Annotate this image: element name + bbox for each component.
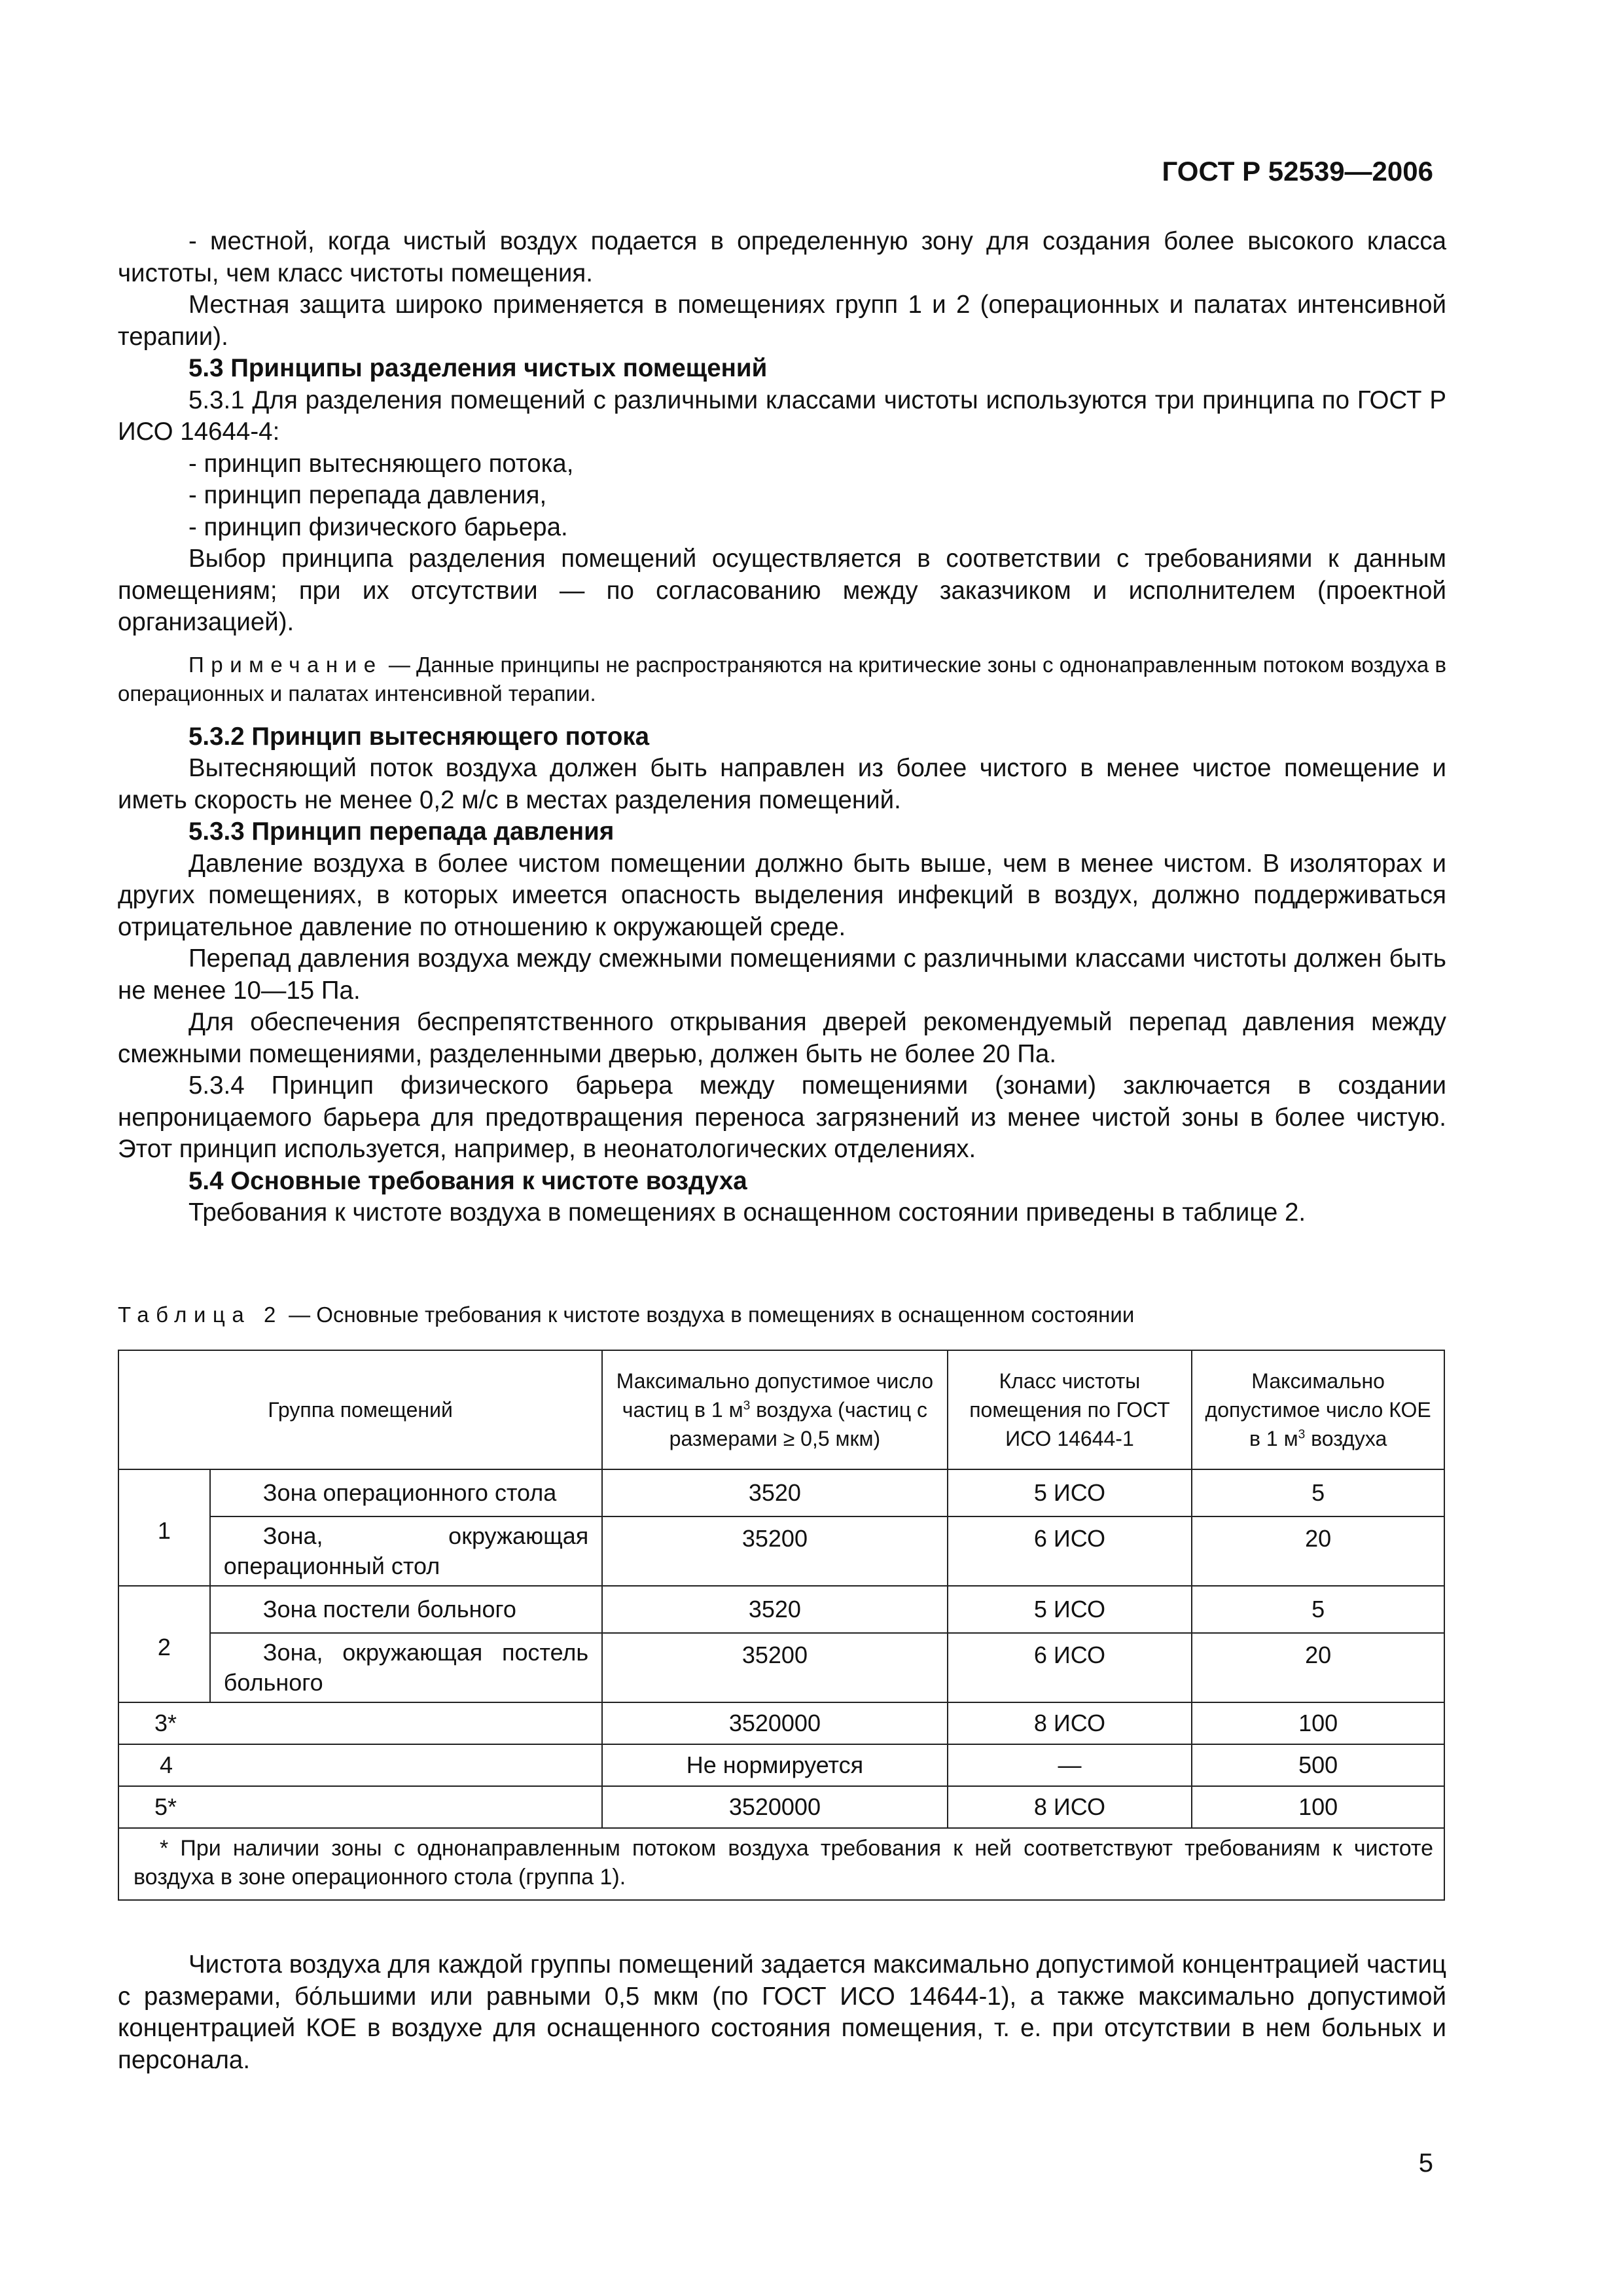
paragraph: 5.3.4 Принцип физического барьера между помещениями (зонами) заключается в создании непроницаемого барьера для предотвращения переноса загрязнений из менее чистой зоны в более чистую. Этот принцип используется, например, в неонатологических отделениях.	[118, 1071, 1446, 1163]
class-cell: 6 ИСО	[948, 1516, 1192, 1586]
zone-cell: Зона операционного стола	[210, 1469, 602, 1516]
cfu-cell: 100	[1192, 1786, 1444, 1828]
cfu-cell: 5	[1192, 1469, 1444, 1516]
note	[118, 651, 1446, 708]
table-footnote: * При наличии зоны с однонаправленным потоком воздуха требования к ней соответствуют требованиям к чистоте воздуха в зоне операционного стола (группа 1).	[118, 1828, 1444, 1900]
list-item: - принцип физического барьера.	[188, 512, 568, 541]
particles-cell: 3520	[602, 1469, 947, 1516]
zone-cell: Зона, окружающая операционный стол	[210, 1516, 602, 1586]
header-particles: Максимально допустимое число частиц в 1 $м^3$ воздуха (частиц с размерами ≥ 0,5 мкм)	[602, 1350, 947, 1469]
table-row	[118, 1516, 1444, 1586]
table-row	[118, 1786, 1444, 1828]
class-cell: 5 ИСО	[948, 1469, 1192, 1516]
particles-cell: Не нормируется	[602, 1744, 947, 1786]
class-cell: 8 ИСО	[948, 1702, 1192, 1744]
particles-cell: 3520	[602, 1586, 947, 1633]
paragraph: Местная защита широко применяется в помещениях групп 1 и 2 (операционных и палатах интенсивной терапии).	[118, 291, 1446, 351]
table-footnote-row	[118, 1828, 1444, 1900]
closing-paragraph: Чистота воздуха для каждой группы помещений задается максимально допустимой концентрацией частиц с размерами, бо́льшими или равными 0,5 мкм (по ГОСТ ИСО 14644-1), а также максимально допустимой концентрацией КОЕ в воздухе для оснащенного состояния помещения, т. е. при отсутствии в нем больных и персонала.	[118, 1950, 1446, 2074]
class-cell: 8 ИСО	[948, 1786, 1192, 1828]
header-class: Класс чистоты помещения по ГОСТ ИСО 14644-1	[948, 1350, 1192, 1469]
table-row	[118, 1702, 1444, 1744]
page-number: 5	[1418, 2149, 1433, 2178]
group-cell: 1	[118, 1469, 210, 1586]
paragraph: Требования к чистоте воздуха в помещениях в оснащенном состоянии приведены в таблице 2.	[188, 1198, 1306, 1227]
cfu-cell: 100	[1192, 1702, 1444, 1744]
table-header-row	[118, 1350, 1444, 1469]
paragraph: Для обеспечения беспрепятственного открывания дверей рекомендуемый перепад давления между смежными помещениями, разделенными дверью, должен быть не более 20 Па.	[118, 1008, 1446, 1068]
paragraph: - местной, когда чистый воздух подается в определенную зону для создания более высокого класса чистоты, чем класс чистоты помещения.	[118, 227, 1446, 287]
section-heading: 5.3.2 Принцип вытесняющего потока	[188, 722, 650, 751]
table-caption	[118, 1302, 1134, 1327]
table-row	[118, 1469, 1444, 1516]
section-heading: 5.3 Принципы разделения чистых помещений	[188, 354, 768, 382]
document-code: ГОСТ Р 52539—2006	[1162, 156, 1433, 187]
zone-cell: Зона постели больного	[210, 1586, 602, 1633]
cfu-cell: 20	[1192, 1633, 1444, 1702]
paragraph: 5.3.1 Для разделения помещений с различными классами чистоты используются три принципа по ГОСТ Р ИСО 14644-4:	[118, 386, 1446, 446]
requirements-table	[118, 1350, 1445, 1901]
table-row	[118, 1586, 1444, 1633]
note-text: — Данные принципы не распространяются на критические зоны с однонаправленным потоком воздуха в операционных и палатах интенсивной терапии.	[118, 652, 1446, 706]
group-cell: 3*	[118, 1702, 602, 1744]
table-row	[118, 1633, 1444, 1702]
header-group: Группа помещений	[118, 1350, 602, 1469]
cfu-cell: 20	[1192, 1516, 1444, 1586]
list-item: - принцип перепада давления,	[188, 481, 547, 509]
paragraph: Вытесняющий поток воздуха должен быть направлен из более чистого в менее чистое помещение и иметь скорость не менее 0,2 м/с в местах разделения помещений.	[118, 754, 1446, 814]
group-cell: 4	[118, 1744, 602, 1786]
table-caption-text: — Основные требования к чистоте воздуха в помещениях в оснащенном состоянии	[282, 1302, 1135, 1327]
table-row	[118, 1744, 1444, 1786]
list-item: - принцип вытесняющего потока,	[188, 449, 574, 478]
cfu-cell: 500	[1192, 1744, 1444, 1786]
group-cell: 2	[118, 1586, 210, 1702]
table-caption-label: Таблица 2	[118, 1302, 283, 1327]
section-heading: 5.4 Основные требования к чистоте воздуха	[188, 1166, 747, 1195]
cfu-cell: 5	[1192, 1586, 1444, 1633]
class-cell: 6 ИСО	[948, 1633, 1192, 1702]
header-cfu: Максимально допустимое число КОЕ в 1 $м^3$ воздуха	[1192, 1350, 1444, 1469]
paragraph: Давление воздуха в более чистом помещении должно быть выше, чем в менее чистом. В изоляторах и других помещениях, в которых имеется опасность выделения инфекций в воздух, должно поддерживаться отрицательное давление по отношению к окружающей среде.	[118, 849, 1446, 941]
particles-cell: 35200	[602, 1516, 947, 1586]
section-heading: 5.3.3 Принцип перепада давления	[188, 817, 615, 846]
note-label: Примечание	[188, 652, 383, 677]
body-text	[118, 226, 1446, 1229]
paragraph: Перепад давления воздуха между смежными помещениями с различными классами чистоты должен быть не менее 10—15 Па.	[118, 944, 1446, 1005]
particles-cell: 35200	[602, 1633, 947, 1702]
class-cell: —	[948, 1744, 1192, 1786]
class-cell: 5 ИСО	[948, 1586, 1192, 1633]
zone-cell: Зона, окружающая постель больного	[210, 1633, 602, 1702]
paragraph: Выбор принципа разделения помещений осуществляется в соответствии с требованиями к данным помещениям; при их отсутствии — по согласованию между заказчиком и исполнителем (проектной организацией).	[118, 545, 1446, 636]
group-cell: 5*	[118, 1786, 602, 1828]
particles-cell: 3520000	[602, 1786, 947, 1828]
particles-cell: 3520000	[602, 1702, 947, 1744]
